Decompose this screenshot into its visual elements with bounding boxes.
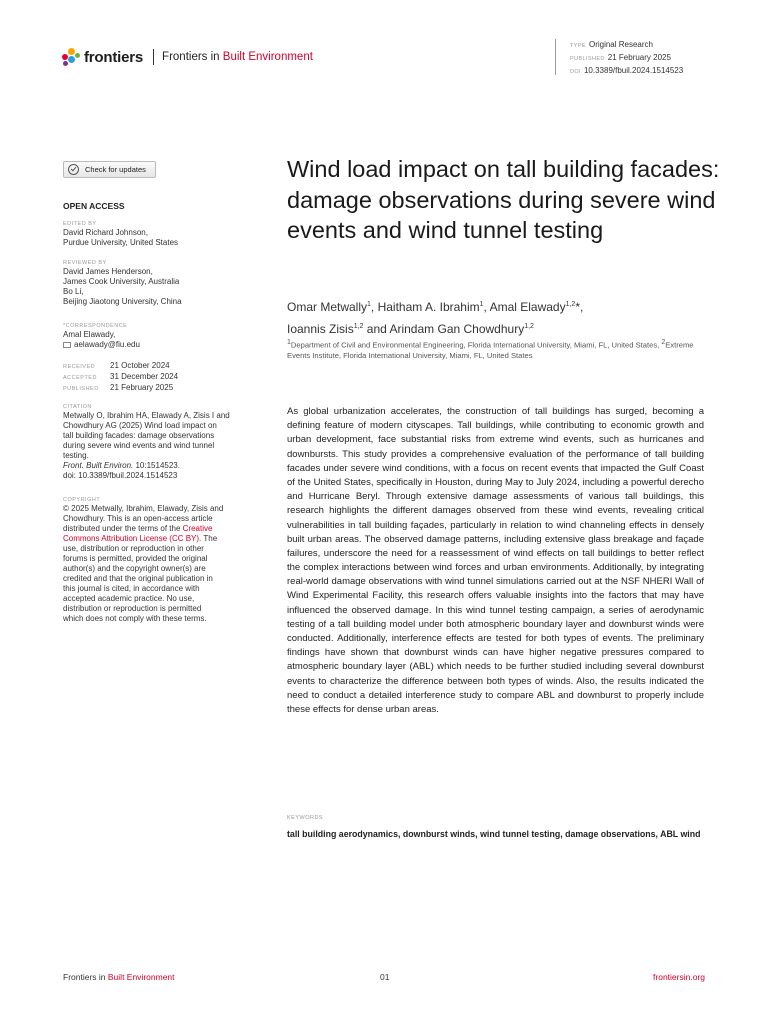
author[interactable]: Arindam Gan Chowdhury$^{1,2}$ [389, 322, 534, 336]
correspondence-email[interactable]: aelawady@fiu.edu [74, 340, 140, 349]
correspondence: *CORRESPONDENCE Amal Elawady, aelawady@fiu.edu [63, 323, 140, 349]
page-number: 01 [380, 972, 390, 982]
license-link-cont[interactable]: Commons Attribution License (CC BY). [63, 534, 202, 543]
site-link[interactable]: frontiersin.org [653, 972, 705, 982]
article-title: Wind load impact on tall building facades: damage observations during severe wind events and wind tunnel testing [287, 156, 720, 243]
author[interactable]: Haitham A. Ibrahim$^1$ [377, 300, 484, 314]
citation: CITATION Metwally O, Ibrahim HA, Elawady A, Zisis I and Chowdhury AG (2025) Wind load impact on tall building facades: damage observations during severe wind events and wind tunnel testing. Front. Built Environ. 10:1514523. doi: 10.3389/fbuil.2024.1514523 [63, 403, 258, 481]
abstract-text: As global urbanization accelerates, the construction of tall buildings has surged, becoming a defining feature of modern cityscapes. Tall buildings, while contributing to economic growth and urban development, face substantial risks from extreme wind events, such as hurricanes and downbursts. This study provides a comprehensive evaluation of the performance of tall building facades under severe wind conditions, with a focus on recent events that impacted the Gulf Coast of the United States, specifically in Houston, during May to July 2024, including a powerful derecho and Hurricane Beryl. Through extensive damage assessments of various tall buildings, this research highlights the different damages observed from these wind events, revealing critical vulnerabilities in tall building façades, particularly in relation to wind channeling effects in densely built urban areas. The observed damage patterns, including extensive glass breakage and façade failures, underscore the need for a reassessment of wind effects on tall buildings to better reflect the complex interactions between wind forces and urban environments. Additionally, by integrating real-world damage observations with wind tunnel simulations carried out at the NSF NHERI Wall of Wind Experimental Facility, this research offers valuable insights into the factors that may have influenced the observed damage. In this wind tunnel testing campaign, a series of aerodynamic testing of a tall building model under both atmospheric boundary layer and downburst winds were conducted. Additionally, interference effects are tested for both types of events. The preliminary findings have shown that downburst winds can have higher negative pressures compared to atmospheric boundary layer (ABL) which needs to be further studied including several downburst events to characterize the difference between both types of winds. Also, the results indicated the need to conduct a detailed interference study to compare ABL and downburst to properly include these effects for dense urban areas. [287, 406, 704, 715]
brand-wordmark: frontiers [84, 48, 144, 66]
license-link[interactable]: Creative [182, 524, 213, 533]
publisher-logo[interactable] [62, 47, 313, 67]
affiliations: $^1$Department of Civil and Environmental Engineering, Florida International University, Miami, FL, United States, $^2$Extreme Events Institute, Florida International University, Miami, FL, United States [287, 339, 694, 361]
email-icon [63, 342, 71, 348]
keywords-label: KEYWORDS [287, 815, 324, 821]
published-date: 21 February 2025 [607, 53, 671, 62]
header-divider [153, 49, 154, 65]
citation-doi[interactable]: doi: 10.3389/fbuil.2024.1514523 [63, 471, 178, 480]
keywords: tall building aerodynamics, downburst winds, wind tunnel testing, damage observations, ABL wind [287, 829, 701, 839]
author[interactable]: Omar Metwally$^1$ [287, 300, 371, 314]
copyright: COPYRIGHT © 2025 Metwally, Ibrahim, Elawady, Zisis and Chowdhury. This is an open-access article distributed under the terms of the Creative Commons Attribution License (CC BY). The use, distribution or reproduction in other forums is permitted, provided the original author(s) and the copyright owner(s) are credited and that the original publication in this journal is cited, in accordance with accepted academic practice. No use, distribution or reproduction is permitted which does not comply with these terms. [63, 497, 224, 623]
article-dates: RECEIVED 21 October 2024 ACCEPTED 31 December 2024 PUBLISHED 21 February 2025 [63, 361, 179, 392]
author[interactable]: Ioannis Zisis$^{1,2}$ [287, 322, 364, 336]
check-updates-icon [68, 164, 79, 175]
article-meta: TYPE Original Research PUBLISHED 21 February 2025 DOI 10.3389/fbuil.2024.1514523 [555, 39, 683, 75]
journal-title: Frontiers in Built Environment [162, 51, 313, 63]
article-type: Original Research [588, 40, 653, 49]
footer-journal: Frontiers in Built Environment [63, 972, 175, 982]
doi-link[interactable]: 10.3389/fbuil.2024.1514523 [583, 66, 684, 75]
open-access-label: OPEN ACCESS [63, 201, 125, 211]
edited-by: EDITED BY David Richard Johnson, Purdue University, United States [63, 221, 179, 247]
author-list: Omar Metwally$^1$, Haitham A. Ibrahim$^1$, Amal Elawady$^{1,2}$*, Ioannis Zisis$^{1,2}$ and Arindam Gan Chowdhury$^{1,2}$ [287, 300, 584, 336]
author[interactable]: Amal Elawady$^{1,2}$ [489, 300, 576, 314]
check-updates-button[interactable]: Check for updates [63, 161, 156, 178]
frontiers-logo-icon [62, 48, 80, 66]
reviewed-by: REVIEWED BY David James Henderson, James Cook University, Australia Bo Li, Beijing Jiaotong University, China [63, 260, 182, 306]
